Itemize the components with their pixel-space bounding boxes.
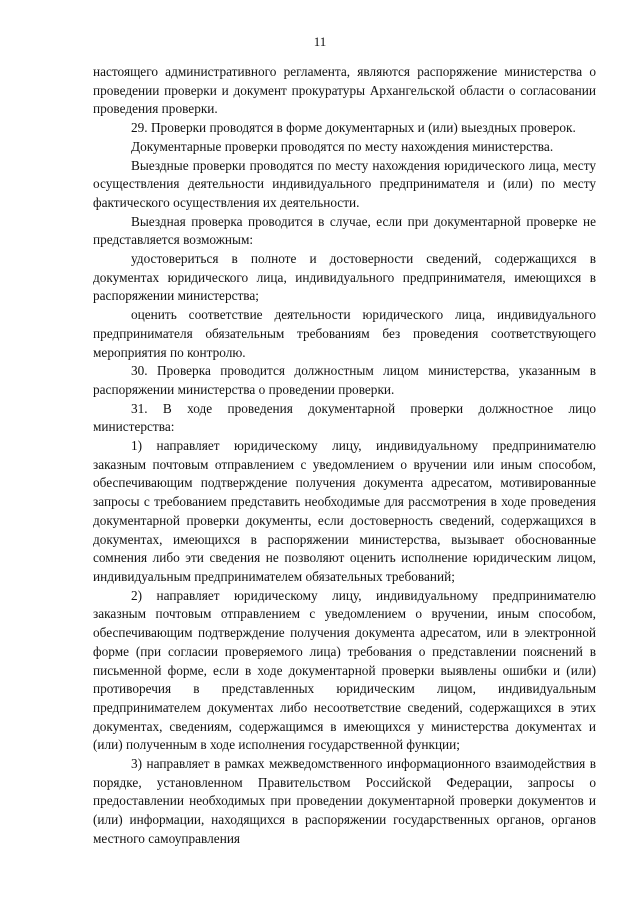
paragraph-documentary-checks: Документарные проверки проводятся по месту нахождения министерства.	[131, 138, 554, 154]
paragraph-item-1: 1) направляет юридическому лицу, индивидуальному предпринимателю заказным почтовым отправлением с уведомлением о вручении или иным способом, обеспечивающим подтверждение получения документа адресатом, мотивированные запросы с требованием представить необходимые для рассмотрения в ходе проведения документарной проверки документы, если достоверность сведений, содержащихся в документах, имеющихся в распоряжении министерства, вызывает обоснованные сомнения либо эти сведения не позволяют оценить исполнение юридическим лицом, индивидуальным предпринимателем обязательных требований;	[93, 438, 596, 584]
paragraph-30: 30. Проверка проводится должностным лицом министерства, указанным в распоряжении министерства о проведении проверки.	[93, 363, 596, 397]
paragraph-continuation: настоящего административного регламента, являются распоряжение министерства о проведении проверки и документ прокуратуры Архангельской области о согласовании проведения проверки.	[93, 64, 596, 117]
paragraph-onsite-conditions: Выездная проверка проводится в случае, если при документарной проверке не представляется возможным:	[93, 213, 596, 248]
paragraph-item-2: 2) направляет юридическому лицу, индивидуальному предпринимателю заказным почтовым отправлением с уведомлением о вручении, иным способом, обеспечивающим подтверждение получения документа адресатом, или в электронной форме (при согласии проверяемого лица) требования о представлении пояснений в письменной форме, если в ходе документарной проверки выявлены ошибки и (или) противоречия в представленных юридическим лицом, индивидуальным предпринимателем документах либо несоответствие сведений, содержащихся в этих документах, сведениям, содержащимся в имеющихся у министерства документах и (или) полученным в ходе исполнения государственной функции;	[93, 587, 596, 753]
paragraph-31: 31. В ходе проведения документарной проверки должностное лицо министерства:	[93, 400, 596, 435]
paragraph-onsite-checks: Выездные проверки проводятся по месту нахождения юридического лица, месту осуществления деятельности индивидуального предпринимателя и (или) по месту фактического осуществления их деятельности.	[93, 157, 596, 210]
document-body	[93, 63, 596, 849]
paragraph-item-3: 3) направляет в рамках межведомственного информационного взаимодействия в порядке, установленном Правительством Российской Федерации, запросы о предоставлении необходимых при проведении документарной проверки документов и (или) информации, находящихся в распоряжении государственных органов, органов местного самоуправления	[93, 756, 596, 846]
paragraph-verify-completeness: удостовериться в полноте и достоверности сведений, содержащихся в документах юридического лица, индивидуального предпринимателя, имеющихся в распоряжении министерства;	[93, 251, 596, 304]
paragraph-29: 29. Проверки проводятся в форме документарных и (или) выездных проверок.	[131, 120, 576, 136]
page-number: 11	[313, 34, 327, 49]
paragraph-assess-compliance: оценить соответствие деятельности юридического лица, индивидуального предпринимателя обязательным требованиям без проведения соответствующего мероприятия по контролю.	[93, 307, 596, 360]
